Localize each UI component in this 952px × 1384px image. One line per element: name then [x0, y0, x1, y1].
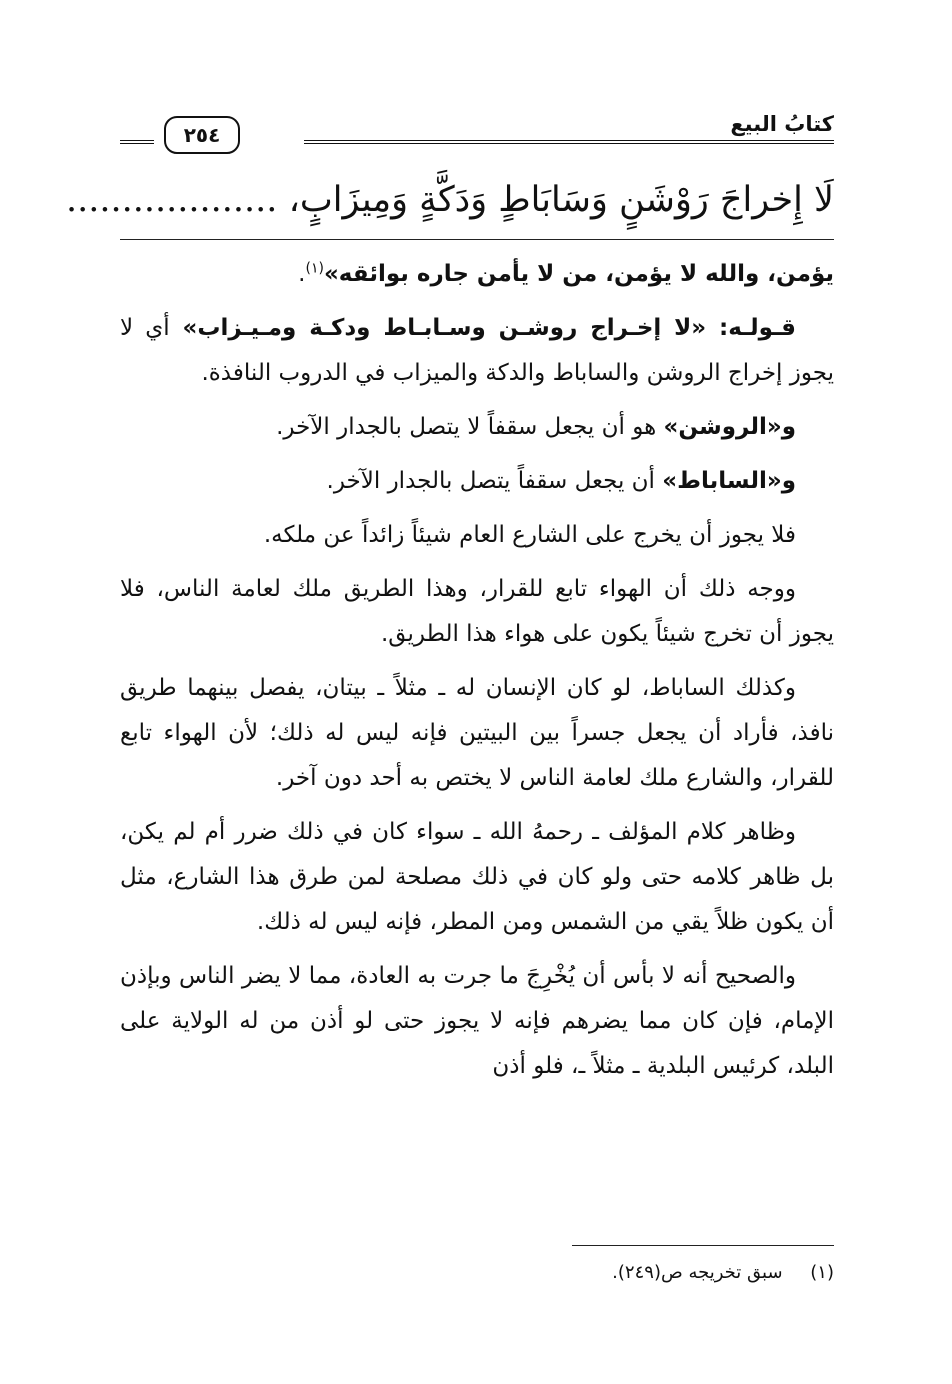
paragraph-2: [120, 306, 834, 396]
footnote-1: [120, 1258, 834, 1288]
footnote-ref: (١): [305, 260, 324, 277]
matn-rule: [120, 239, 834, 240]
paragraph-8: وظاهر كلام المؤلف ـ رحمهُ الله ـ سواء كان في ذلك ضرر أم لم يكن، بل ظاهر كلامه حتى ولو كان في ذلك مصلحة لمن طرق هذا الشارع، مثل أن يكون ظلاً يقي من الشمس ومن المطر، فإنه ليس له ذلك.: [120, 819, 834, 935]
matn-dots: ...................: [66, 180, 278, 220]
qawluhu-label: قـولـه:: [719, 315, 796, 341]
paragraph-4: [120, 459, 834, 504]
hadith-continuation: يؤمن، والله لا يؤمن، من لا يأمن جاره بوائقه»: [323, 261, 834, 287]
page-number: ٢٥٤: [164, 116, 240, 154]
commentary-body: [120, 252, 834, 1098]
term-rawshan: و«الروشن»: [663, 414, 796, 440]
term-sabat: و«الساباط»: [662, 468, 796, 494]
header-rule: [304, 140, 834, 144]
paragraph-3-text: هو أن يجعل سقفاً لا يتصل بالجدار الآخر.: [276, 414, 664, 440]
footnote-rule: [572, 1245, 834, 1246]
paragraph-1: [120, 252, 834, 297]
paragraph-5: فلا يجوز أن يخرج على الشارع العام شيئاً زائداً عن ملكه.: [263, 522, 796, 548]
footnote-text: سبق تخريجه ص(٢٤٩).: [612, 1262, 783, 1283]
paragraph-3: [120, 405, 834, 450]
paragraph-7: وكذلك الساباط، لو كان الإنسان له ـ مثلاً ـ بيتان، يفصل بينهما طريق نافذ، فأراد أن يجعل جسراً بين البيتين فإنه ليس له ذلك؛ لأن الهواء تابع للقرار، والشارع ملك لعامة الناس لا يختص به أحد دون آخر.: [120, 675, 834, 791]
paragraph-9: والصحيح أنه لا بأس أن يُخْرِجَ ما جرت به العادة، مما لا يضر الناس وبإذن الإمام، فإن كان مما يضرهم فإنه لا يجوز حتى لو أذن من له الولاية على البلد، كرئيس البلدية ـ مثلاً ـ، فلو أذن: [120, 963, 834, 1079]
matn-line: [66, 172, 834, 228]
paragraph-1-end: .: [298, 261, 306, 287]
book-title: كتابُ البيع: [730, 112, 834, 136]
running-header: [120, 108, 834, 154]
matn-text: لَا إِخراجَ رَوْشَنٍ وَسَابَاطٍ وَدَكَّةٍ وَمِيزَابٍ،: [288, 180, 834, 220]
footnote-number: (١): [810, 1262, 834, 1283]
footnotes: [120, 1258, 834, 1288]
header-rule-left: [120, 140, 154, 144]
matn-quote: «لا إخـراج روشـن وسـابـاط ودكـة ومـيـزاب»: [169, 315, 719, 341]
paragraph-4-text: أن يجعل سقفاً يتصل بالجدار الآخر.: [326, 468, 663, 494]
paragraph-2-text: أي لا يجوز إخراج الروشن والساباط والدكة والميزاب في الدروب النافذة.: [120, 315, 834, 386]
paragraph-6: ووجه ذلك أن الهواء تابع للقرار، وهذا الطريق ملك لعامة الناس، فلا يجوز أن تخرج شيئاً يكون على هواء هذا الطريق.: [120, 576, 834, 647]
